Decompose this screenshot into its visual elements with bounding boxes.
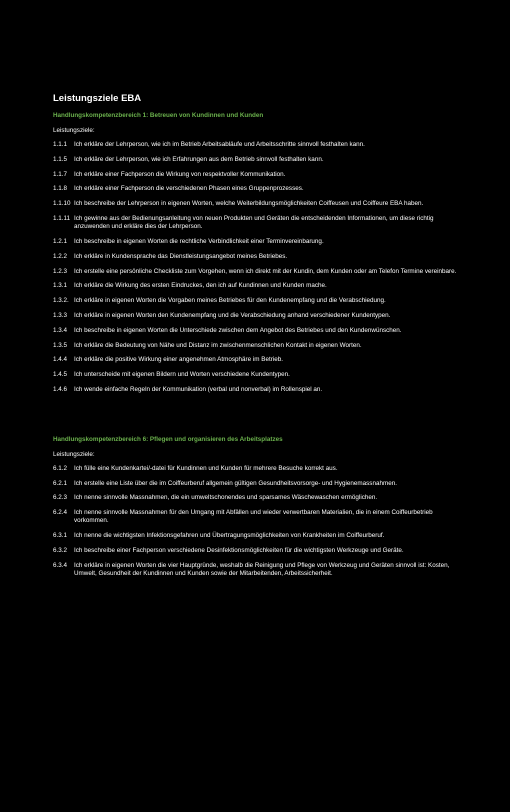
goal-item: [53, 185, 458, 193]
goal-item: [53, 215, 458, 231]
goal-number: 1.2.2: [53, 252, 68, 260]
goal-item: [53, 200, 458, 208]
goal-number: 6.3.2: [53, 546, 68, 554]
goal-text: Ich wende einfache Regeln der Kommunikation (verbal und nonverbal) im Rollenspiel an.: [74, 385, 323, 393]
goal-item: [53, 562, 458, 578]
goal-item: [53, 465, 458, 473]
goal-text: Ich beschreibe der Lehrperson in eigenen Worten, welche Weiterbildungsmöglichkeiten Coiffeusen und Coiffeure EBA haben.: [74, 200, 424, 208]
goal-text: Ich erkläre in eigenen Worten die Vorgaben meines Betriebes für den Kundenempfang und die Verabschiedung.: [74, 297, 386, 305]
goal-number: 6.3.1: [53, 532, 68, 540]
goal-item: [53, 327, 458, 335]
goal-item: [53, 312, 458, 320]
goal-list: [53, 465, 458, 578]
goals-label: Leistungsziele:: [53, 127, 95, 134]
goal-text: Ich nenne die wichtigsten Infektionsgefahren und Übertragungsmöglichkeiten von Krankheiten im Coiffeurberuf.: [74, 532, 385, 540]
goal-text: Ich erkläre in Kundensprache das Dienstleistungsangebot meines Betriebes.: [74, 252, 288, 260]
goal-item: [53, 141, 458, 149]
goal-number: 1.1.5: [53, 155, 68, 163]
goal-number: 1.1.10: [53, 200, 71, 208]
goal-number: 6.2.1: [53, 479, 68, 487]
goal-number: 1.3.1: [53, 282, 68, 290]
goal-text: Ich erkläre einer Fachperson die verschiedenen Phasen eines Gruppenprozesses.: [74, 185, 304, 193]
goal-item: [53, 156, 458, 164]
goal-number: 1.1.11: [53, 214, 71, 222]
goal-item: [53, 386, 458, 394]
goal-number: 1.3.4: [53, 326, 68, 334]
section-1: [53, 111, 458, 394]
goals-label: Leistungsziele:: [53, 450, 95, 458]
goal-text: Ich unterscheide mit eigenen Bildern und Worten verschiedene Kundentypen.: [74, 371, 290, 379]
section-6: [53, 435, 458, 578]
goal-text: Ich erkläre die Wirkung des ersten Eindruckes, den ich auf Kundinnen und Kunden mache.: [74, 282, 327, 290]
goal-number: 1.3.3: [53, 311, 68, 319]
goal-item: [53, 297, 458, 305]
goal-item: [53, 371, 458, 379]
goal-number: 6.3.4: [53, 561, 68, 569]
goal-number: 1.3.2.: [53, 297, 69, 305]
goal-text: Ich erkläre der Lehrperson, wie ich im Betrieb Arbeitsabläufe und Arbeitsschritte sinnvoll festhalten kann.: [74, 141, 365, 148]
goal-item: [53, 480, 458, 488]
goal-text: Ich beschreibe in eigenen Worten die rechtliche Verbindlichkeit einer Terminvereinbarung.: [74, 237, 324, 245]
goal-text: Ich nenne sinnvolle Massnahmen für den Umgang mit Abfällen und wieder verwertbaren Materialien, die in einem Coiffeurbetrieb vorkommen.: [74, 509, 433, 525]
goal-text: Ich beschreibe in eigenen Worten die Unterschiede zwischen dem Angebot des Betriebes und den Kundenwünschen.: [74, 326, 402, 334]
goal-text: Ich erkläre in eigenen Worten den Kundenempfang und die Verabschiedung anhand verschiedener Kundentypen.: [74, 311, 391, 319]
goal-item: [53, 494, 458, 502]
goal-text: Ich gewinne aus der Bedienungsanleitung von neuen Produkten und Geräten die entscheidenden Informationen, um diese richtig anzuwenden und erkläre dies der Lehrperson.: [74, 214, 434, 231]
goal-number: 6.2.4: [53, 509, 68, 517]
page-title: Leistungsziele EBA: [53, 93, 142, 104]
goal-text: Ich erkläre die positive Wirkung einer angenehmen Atmosphäre im Betrieb.: [74, 356, 283, 364]
goal-text: Ich beschreibe einer Fachperson verschiedene Desinfektionsmöglichkeiten für die wichtigsten Werkzeuge und Geräte.: [74, 546, 404, 554]
section-heading: Handlungskompetenzbereich 1: Betreuen von Kundinnen und Kunden: [53, 112, 264, 119]
goal-number: 1.2.1: [53, 237, 68, 245]
goal-text: Ich erstelle eine persönliche Checkliste zum Vorgehen, wenn ich direkt mit der Kundin, dem Kunden oder am Telefon Termine vereinbare.: [74, 267, 457, 275]
goal-number: 1.1.7: [53, 170, 68, 178]
goal-item: [53, 532, 458, 540]
goal-number: 1.3.5: [53, 341, 68, 349]
goal-item: [53, 509, 458, 525]
goal-item: [53, 356, 458, 364]
goal-number: 1.1.8: [53, 185, 68, 193]
goal-text: Ich nenne sinnvolle Massnahmen, die ein umweltschonendes und sparsames Wäschewaschen ermöglichen.: [74, 494, 378, 502]
goal-number: 1.1.1: [53, 141, 68, 148]
goal-number: 1.2.3: [53, 267, 68, 275]
goal-item: [53, 268, 458, 276]
goal-item: [53, 547, 458, 555]
goal-number: 1.4.5: [53, 371, 68, 379]
goal-text: Ich erkläre die Bedeutung von Nähe und Distanz im zwischenmenschlichen Kontakt in eigenen Worten.: [74, 341, 362, 349]
goal-text: Ich erkläre der Lehrperson, wie ich Erfahrungen aus dem Betrieb sinnvoll festhalten kann.: [74, 155, 324, 163]
goal-text: Ich fülle eine Kundenkartei/-datei für Kundinnen und Kunden für mehrere Besuche korrekt aus.: [74, 464, 338, 472]
goal-number: 1.4.6: [53, 385, 68, 393]
goal-item: [53, 282, 458, 290]
goal-number: 6.2.3: [53, 494, 68, 502]
section-spacer: [53, 401, 458, 435]
goal-text: Ich erkläre einer Fachperson die Wirkung von respektvoller Kommunikation.: [74, 170, 286, 178]
goal-list: [53, 141, 458, 394]
section-heading: Handlungskompetenzbereich 6: Pflegen und organisieren des Arbeitsplatzes: [53, 435, 283, 443]
goal-item: [53, 238, 458, 246]
goal-item: [53, 171, 458, 179]
goal-item: [53, 253, 458, 261]
document-content: [53, 93, 458, 585]
goal-number: 1.4.4: [53, 356, 68, 364]
goal-item: [53, 342, 458, 350]
goal-number: 6.1.2: [53, 464, 68, 472]
goal-text: Ich erstelle eine Liste über die im Coiffeurberuf allgemein gültigen Gesundheitsvorsorge- und Hygienemassnahmen.: [74, 479, 397, 487]
goal-text: Ich erkläre in eigenen Worten die vier Hauptgründe, weshalb die Reinigung und Pflege von Werkzeug und Geräten sinnvoll ist: Kosten, Umwelt, Gesundheit der Kundinnen und Kunden sowie der Mitarbeitenden, Arbeitssicherheit.: [74, 561, 450, 577]
